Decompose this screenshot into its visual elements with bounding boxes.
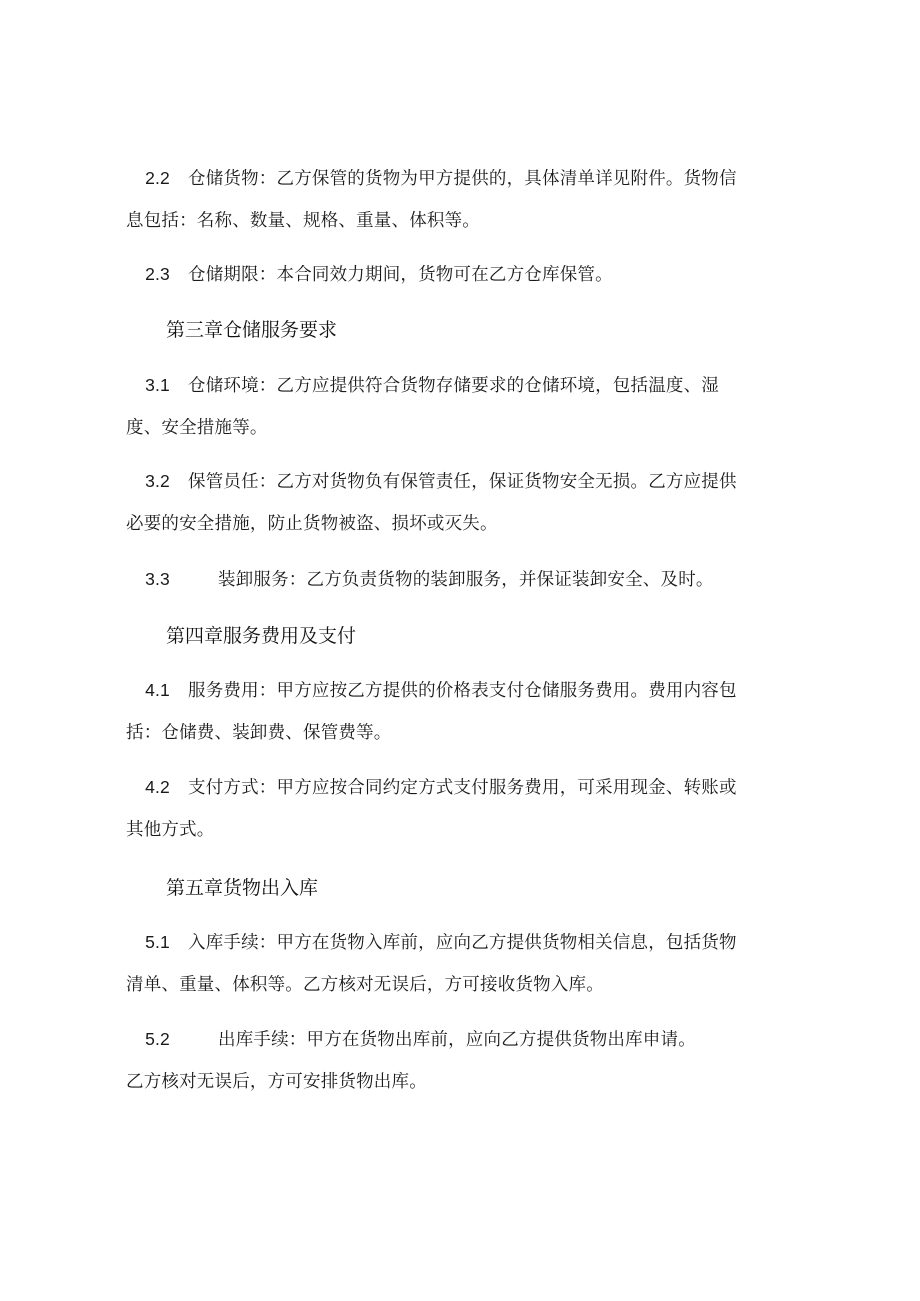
clause-5-1 [126, 921, 786, 1006]
clause-3-3 [126, 558, 786, 601]
clause-line [126, 503, 786, 545]
clause-text: 其他方式。 [126, 820, 215, 840]
clause-3-1 [126, 364, 786, 449]
clause-line [126, 407, 786, 449]
clause-number: 2.3 [145, 264, 170, 284]
clause-text: 服务费用：甲方应按乙方提供的价格表支付仓储服务费用。费用内容包 [188, 681, 737, 701]
clause-line [126, 921, 786, 964]
clause-text: 息包括：名称、数量、规格、重量、体积等。 [126, 211, 480, 231]
clause-text: 清单、重量、体积等。乙方核对无误后，方可接收货物入库。 [126, 975, 604, 995]
clause-number: 2.2 [145, 168, 170, 188]
chapter-heading: 第五章货物出入库 [166, 877, 319, 899]
clause-number: 5.1 [145, 932, 170, 952]
clause-line [126, 1061, 786, 1103]
clause-2-3 [126, 253, 786, 296]
clause-text: 仓储期限：本合同效力期间，货物可在乙方仓库保管。 [188, 265, 613, 285]
clause-3-2 [126, 460, 786, 545]
clause-number: 3.1 [145, 375, 170, 395]
clause-4-2 [126, 766, 786, 851]
chapter-heading: 第四章服务费用及支付 [166, 625, 357, 647]
clause-text: 仓储货物：乙方保管的货物为甲方提供的，具体清单详见附件。货物信 [188, 169, 737, 189]
clause-number: 3.3 [145, 569, 170, 589]
clause-number: 4.1 [145, 680, 170, 700]
clause-line [126, 669, 786, 712]
clause-line [126, 200, 786, 242]
clause-line [126, 809, 786, 851]
clause-line [126, 558, 786, 601]
clause-line [126, 766, 786, 809]
clause-line [126, 712, 786, 754]
clause-text: 支付方式：甲方应按合同约定方式支付服务费用，可采用现金、转账或 [188, 778, 737, 798]
clause-2-2 [126, 157, 786, 242]
clause-text: 乙方核对无误后，方可安排货物出库。 [126, 1072, 427, 1092]
clause-number: 5.2 [145, 1029, 170, 1049]
clause-line [126, 964, 786, 1006]
clause-line [126, 460, 786, 503]
chapter-heading: 第三章仓储服务要求 [166, 319, 338, 341]
clause-text: 仓储环境：乙方应提供符合货物存储要求的仓储环境，包括温度、湿 [188, 376, 719, 396]
clause-text: 度、安全措施等。 [126, 418, 268, 438]
clause-number: 4.2 [145, 777, 170, 797]
clause-text: 出库手续：甲方在货物出库前，应向乙方提供货物出库申请。 [218, 1030, 696, 1050]
clause-text: 装卸服务：乙方负责货物的装卸服务，并保证装卸安全、及时。 [218, 570, 714, 590]
clause-5-2 [126, 1018, 786, 1103]
clause-4-1 [126, 669, 786, 754]
clause-line [126, 1018, 786, 1061]
clause-text: 括：仓储费、装卸费、保管费等。 [126, 723, 392, 743]
clause-line [126, 364, 786, 407]
clause-line [126, 253, 786, 296]
clause-text: 入库手续：甲方在货物入库前，应向乙方提供货物相关信息，包括货物 [188, 933, 737, 953]
clause-text: 必要的安全措施，防止货物被盗、损坏或灭失。 [126, 514, 498, 534]
clause-text: 保管员任：乙方对货物负有保管责任，保证货物安全无损。乙方应提供 [188, 472, 737, 492]
clause-line [126, 157, 786, 200]
clause-number: 3.2 [145, 471, 170, 491]
